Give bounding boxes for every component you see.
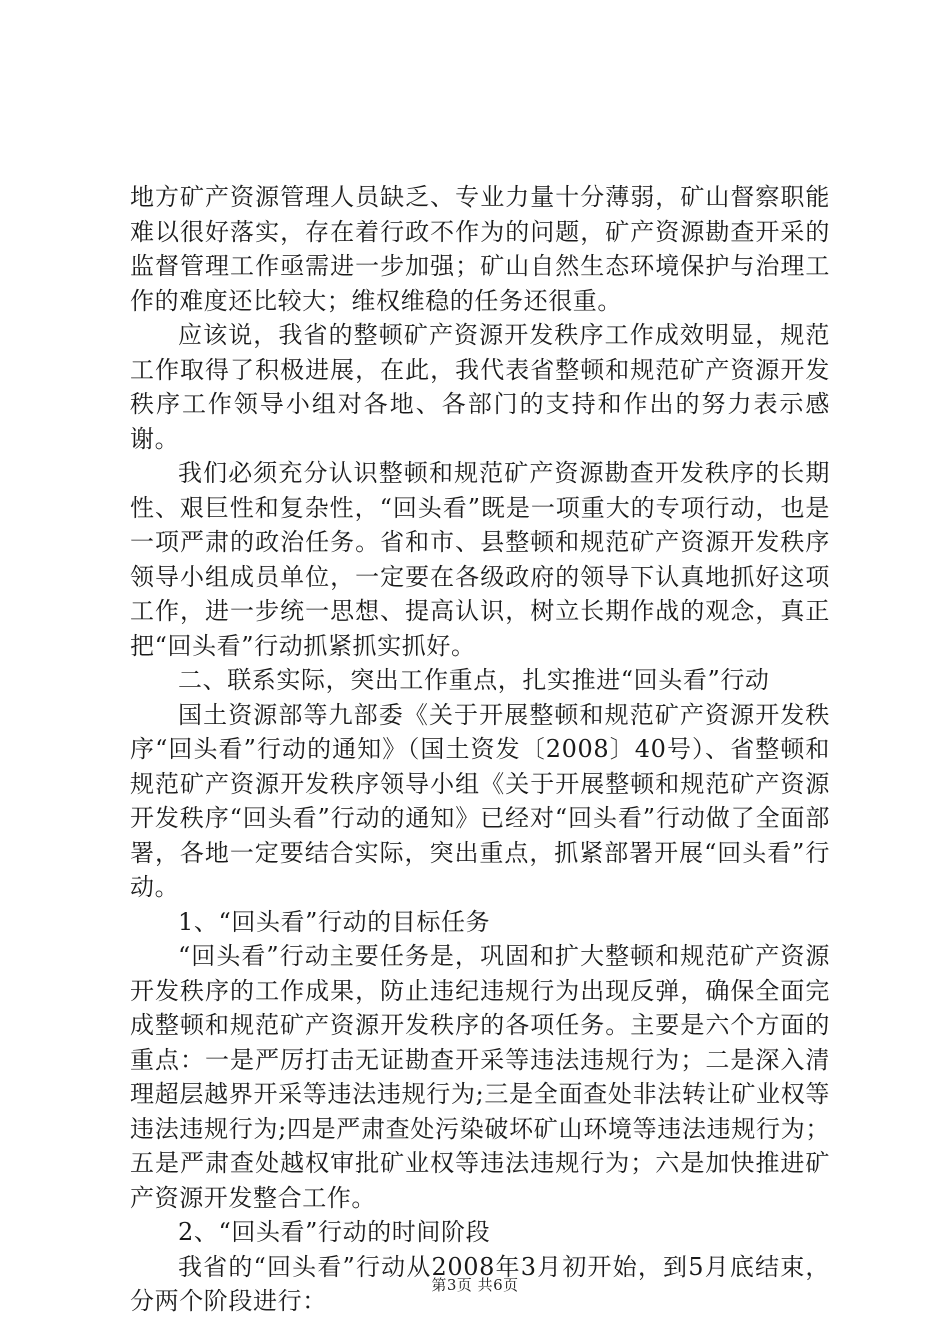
page-number-footer: 第3页 共6页 xyxy=(431,1276,519,1294)
paragraph-awareness: 我们必须充分认识整顿和规范矿产资源勘查开发秩序的长期性、艰巨性和复杂性，“回头看”既是一项重大的专项行动，也是一项严肃的政治任务。省和市、县整顿和规范矿产资源开发秩序领导小组成员单位，一定要在各级政府的领导下认真地抓好这项工作，进一步统一思想、提高认识，树立长期作战的观念，真正把“回头看”行动抓紧抓实抓好。 xyxy=(130,459,830,660)
paragraph-notice: 国土资源部等九部委《关于开展整顿和规范矿产资源开发秩序“回头看”行动的通知》（国土资发〔2008〕40号）、省整顿和规范矿产资源开发秩序领导小组《关于开展整顿和规范矿产资源开发秩序“回头看”行动的通知》已经对“回头看”行动做了全面部署，各地一定要结合实际，突出重点，抓紧部署开展“回头看”行动。 xyxy=(130,700,830,901)
subheading-timeline: 2、“回头看”行动的时间阶段 xyxy=(178,1218,491,1246)
paragraph-thanks: 应该说，我省的整顿矿产资源开发秩序工作成效明显，规范工作取得了积极进展，在此，我代表省整顿和规范矿产资源开发秩序工作领导小组对各地、各部门的支持和作出的努力表示感谢。 xyxy=(130,321,830,453)
document-body xyxy=(130,180,830,1319)
section-heading-2: 二、联系实际，突出工作重点，扎实推进“回头看”行动 xyxy=(178,666,770,694)
paragraph-goals: “回头看”行动主要任务是，巩固和扩大整顿和规范矿产资源开发秩序的工作成果，防止违纪违规行为出现反弹，确保全面完成整顿和规范矿产资源开发秩序的各项任务。主要是六个方面的重点：一是严厉打击无证勘查开采等违法违规行为；二是深入清理超层越界开采等违法违规行为;三是全面查处非法转让矿业权等违法违规行为;四是严肃查处污染破坏矿山环境等违法违规行为；五是严肃查处越权审批矿业权等违法违规行为；六是加快推进矿产资源开发整合工作。 xyxy=(130,942,830,1212)
paragraph-continued: 地方矿产资源管理人员缺乏、专业力量十分薄弱，矿山督察职能难以很好落实，存在着行政不作为的问题，矿产资源勘查开采的监督管理工作亟需进一步加强；矿山自然生态环境保护与治理工作的难度还比较大；维权维稳的任务还很重。 xyxy=(130,183,830,315)
paragraph-timeline: 我省的“回头看”行动从2008年3月初开始，到5月底结束，分两个阶段进行： xyxy=(130,1252,830,1315)
subheading-goals: 1、“回头看”行动的目标任务 xyxy=(178,907,491,936)
